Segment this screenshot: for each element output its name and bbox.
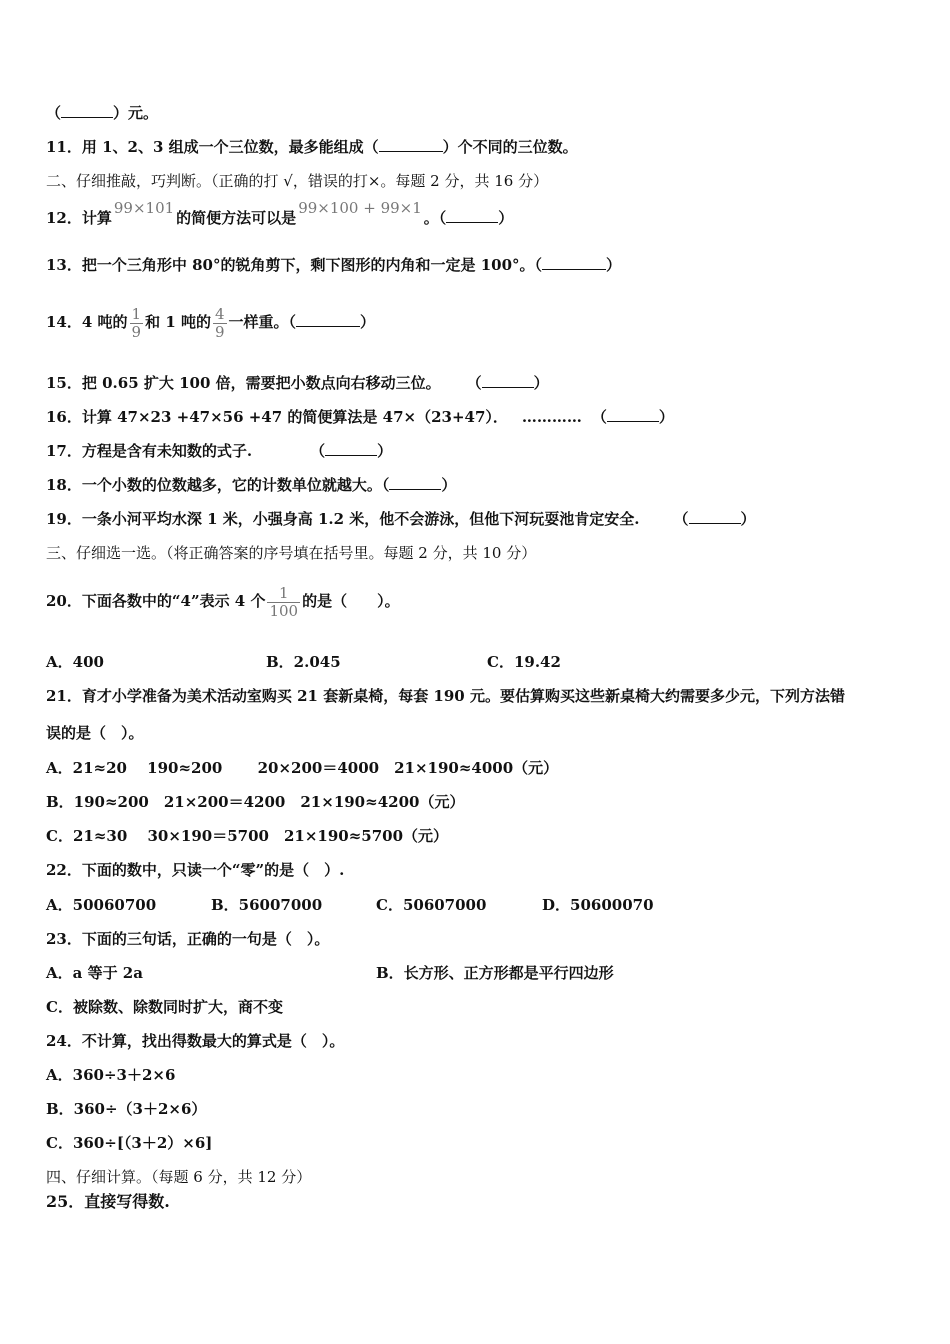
expression-99x101: 99×101 bbox=[113, 199, 175, 217]
q24-option-c[interactable]: C．360÷[（3＋2）×6] bbox=[46, 1134, 213, 1152]
q23-option-b[interactable]: B．长方形、正方形都是平行四边形 bbox=[376, 964, 614, 982]
q21-option-a[interactable]: A．21≈20 190≈200 20×200＝4000 21×190≈4000（元） bbox=[46, 759, 559, 777]
q24-option-b[interactable]: B．360÷（3＋2×6） bbox=[46, 1100, 207, 1118]
q22-option-d[interactable]: D．50600070 bbox=[542, 896, 654, 914]
q23-option-c[interactable]: C．被除数、除数同时扩大，商不变 bbox=[46, 998, 283, 1016]
question-23: 23．下面的三句话，正确的一句是（ ）。 bbox=[46, 930, 330, 948]
question-21-line-1: 21．育才小学准备为美术活动室购买 21 套新桌椅，每套 190 元。要估算购买这些新桌椅大约需要多少元，下列方法错 bbox=[46, 687, 845, 705]
question-25: 25．直接写得数. bbox=[46, 1192, 170, 1211]
question-21-line-2: 误的是（ ）。 bbox=[46, 724, 144, 742]
question-15: 15．把 0.65 扩大 100 倍，需要把小数点向右移动三位。 （ ） bbox=[46, 374, 549, 392]
question-24: 24．不计算，找出得数最大的算式是（ ）。 bbox=[46, 1032, 345, 1050]
question-20: 20．下面各数中的“4”表示 4 个 $\frac{1}{100}$ 的是（ ）。 bbox=[46, 583, 400, 620]
section-3-heading: 三、仔细选一选。（将正确答案的序号填在括号里。每题 2 分，共 10 分） bbox=[46, 544, 537, 562]
question-13: 13．把一个三角形中 80°的锐角剪下，剩下图形的内角和一定是 100°。（ ） bbox=[46, 256, 622, 274]
fraction-1-9: $\frac{1}{9}$ bbox=[131, 304, 142, 341]
fraction-4-9: $\frac{4}{9}$ bbox=[214, 304, 225, 341]
q21-option-c[interactable]: C．21≈30 30×190＝5700 21×190≈5700（元） bbox=[46, 827, 449, 845]
answer-blank[interactable] bbox=[689, 510, 741, 524]
answer-blank[interactable] bbox=[482, 374, 534, 388]
answer-blank[interactable] bbox=[446, 209, 498, 223]
answer-blank[interactable] bbox=[379, 138, 443, 152]
question-22: 22．下面的数中，只读一个“零”的是（ ）. bbox=[46, 861, 345, 879]
q22-option-b[interactable]: B．56007000 bbox=[211, 896, 323, 914]
answer-blank[interactable] bbox=[325, 442, 377, 456]
q24-option-a[interactable]: A．360÷3＋2×6 bbox=[46, 1066, 176, 1084]
q23-option-a[interactable]: A．a 等于 2a bbox=[46, 964, 143, 982]
answer-blank[interactable] bbox=[61, 104, 113, 118]
question-11: 11．用 1、2、3 组成一个三位数，最多能组成（ ）个不同的三位数。 bbox=[46, 138, 578, 156]
q22-option-a[interactable]: A．50060700 bbox=[46, 896, 157, 914]
answer-blank[interactable] bbox=[607, 408, 659, 422]
answer-blank[interactable] bbox=[389, 476, 441, 490]
question-19: 19．一条小河平均水深 1 米，小强身高 1.2 米，他不会游泳，但他下河玩耍池肯定安全. （ ） bbox=[46, 510, 756, 528]
question-16: 16．计算 47×23 +47×56 +47 的简便算法是 47×（23+47）． ………… （ ） bbox=[46, 408, 674, 426]
expression-simplified: 99×100 + 99×1 bbox=[298, 199, 422, 217]
question-18: 18．一个小数的位数越多，它的计数单位就越大。（ ） bbox=[46, 476, 457, 494]
q20-option-c[interactable]: C．19.42 bbox=[487, 653, 561, 671]
answer-blank[interactable] bbox=[296, 313, 360, 327]
q21-option-b[interactable]: B．190≈200 21×200＝4200 21×190≈4200（元） bbox=[46, 793, 465, 811]
question-12: 12．计算99×101的简便方法可以是99×100 + 99×1。（ ） bbox=[46, 199, 514, 227]
q10-tail: （ ）元。 bbox=[46, 104, 159, 122]
q20-option-b[interactable]: B．2.045 bbox=[266, 653, 341, 671]
section-2-heading: 二、仔细推敲，巧判断。（正确的打 √，错误的打×。每题 2 分，共 16 分） bbox=[46, 172, 549, 190]
answer-blank[interactable] bbox=[542, 256, 606, 270]
question-14: 14．4 吨的 $\frac{1}{9}$ 和 1 吨的 $\frac{4}{9}$ 一样重。（ ） bbox=[46, 304, 376, 341]
q22-option-c[interactable]: C．50607000 bbox=[376, 896, 487, 914]
q20-option-a[interactable]: A．400 bbox=[46, 653, 104, 671]
question-17: 17．方程是含有未知数的式子. （ ） bbox=[46, 442, 393, 460]
section-4-heading: 四、仔细计算。（每题 6 分，共 12 分） bbox=[46, 1168, 312, 1186]
fraction-1-100: $\frac{1}{100}$ bbox=[269, 583, 299, 620]
